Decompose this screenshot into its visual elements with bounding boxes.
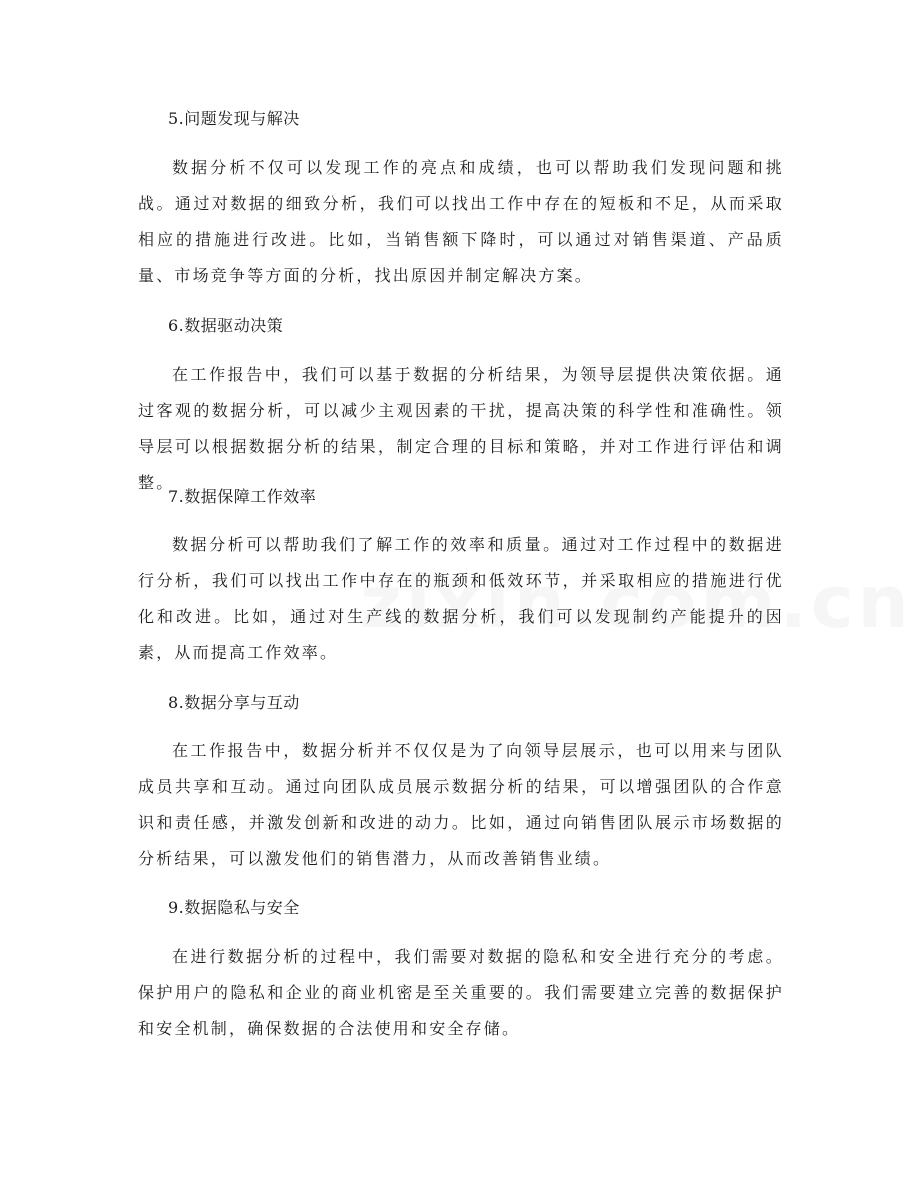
section-body-5: 数据分析不仅可以发现工作的亮点和成绩，也可以帮助我们发现问题和挑战。通过对数据的细致分析，我们可以找出工作中存在的短板和不足，从而采取相应的措施进行改进。比如，当销售额下降时，可以通过对销售渠道、产品质量、市场竞争等方面的分析，找出原因并制定解决方案。 (138, 158, 784, 285)
section-heading-9: 9.数据隐私与安全 (168, 898, 300, 917)
section-heading-5: 5.问题发现与解决 (168, 109, 300, 128)
section-body-6: 在工作报告中，我们可以基于数据的分析结果，为领导层提供决策依据。通过客观的数据分析，可以减少主观因素的干扰，提高决策的科学性和准确性。领导层可以根据数据分析的结果，制定合理的目标和策略，并对工作进行评估和调整。 (138, 365, 784, 492)
section-body-9: 在进行数据分析的过程中，我们需要对数据的隐私和安全进行充分的考虑。保护用户的隐私和企业的商业机密是至关重要的。我们需要建立完善的数据保护和安全机制，确保数据的合法使用和安全存储。 (138, 947, 784, 1038)
section-body-8: 在工作报告中，数据分析并不仅仅是为了向领导层展示，也可以用来与团队成员共享和互动。通过向团队成员展示数据分析的结果，可以增强团队的合作意识和责任感，并激发创新和改进的动力。比如，通过向销售团队展示市场数据的分析结果，可以激发他们的销售潜力，从而改善销售业绩。 (138, 741, 784, 868)
section-heading-6: 6.数据驱动决策 (168, 316, 284, 335)
section-heading-7: 7.数据保障工作效率 (168, 487, 317, 506)
section-heading-8: 8.数据分享与互动 (168, 693, 300, 712)
section-body-7: 数据分析可以帮助我们了解工作的效率和质量。通过对工作过程中的数据进行分析，我们可以找出工作中存在的瓶颈和低效环节，并采取相应的措施进行优化和改进。比如，通过对生产线的数据分析，我们可以发现制约产能提升的因素，从而提高工作效率。 (138, 535, 784, 662)
